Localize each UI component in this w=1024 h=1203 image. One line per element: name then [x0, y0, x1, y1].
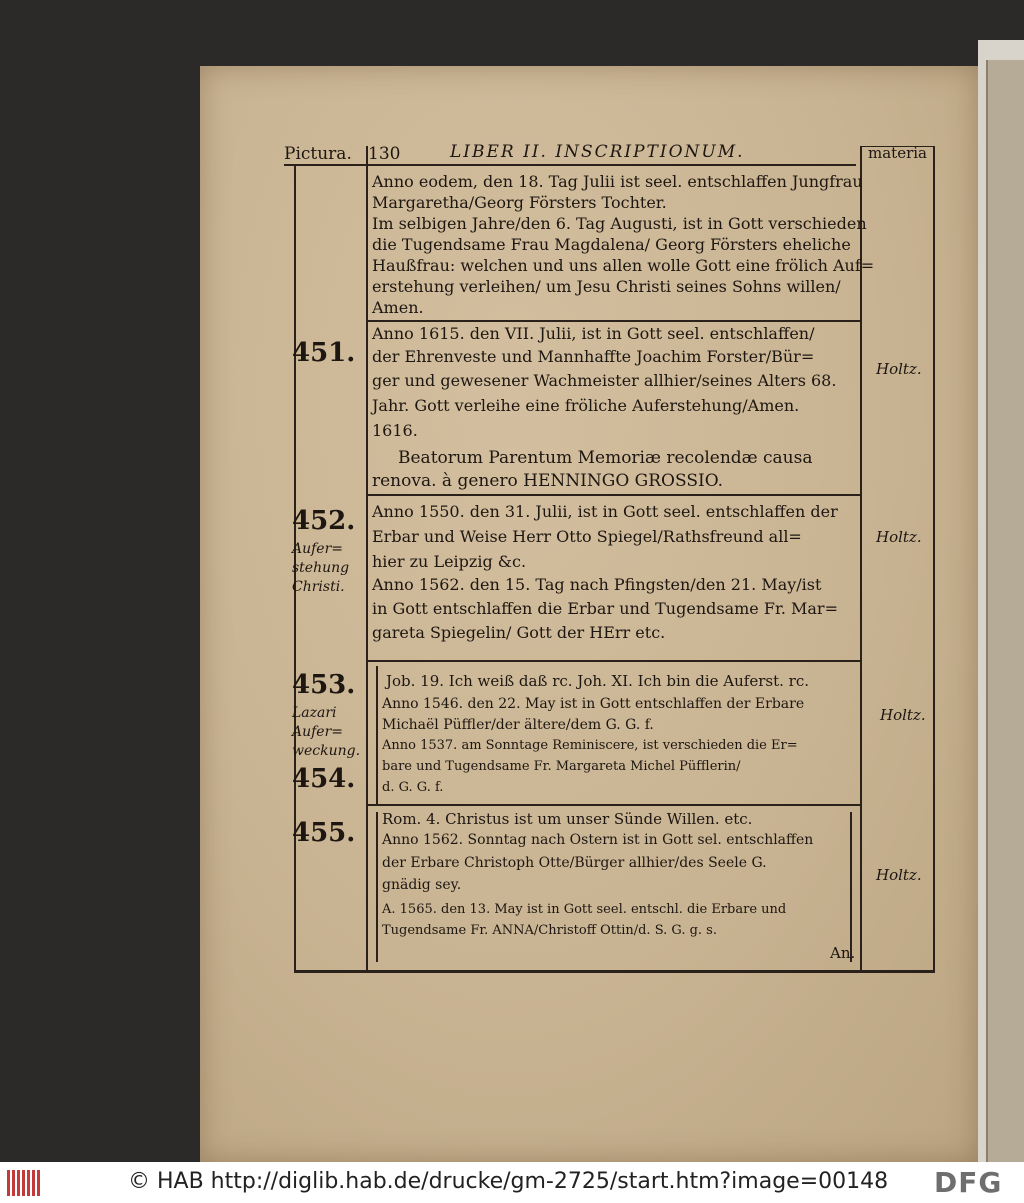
frame-left-inner [366, 146, 368, 972]
entry-line: Haußfrau: welchen und uns allen wolle Gott eine frölich Auf= [372, 256, 875, 275]
entry-number: 455. [292, 818, 356, 848]
separator-451 [368, 320, 860, 322]
side-label-line: weckung. [292, 743, 361, 759]
entry-line: Anno 1546. den 22. May ist in Gott entschlaffen der Erbare [382, 696, 805, 712]
entry-line: Anno 1550. den 31. Julii, ist in Gott seel. entschlaffen der [372, 502, 838, 521]
catchword: An. [830, 944, 856, 962]
entry-line: die Tugendsame Frau Magdalena/ Georg Försters eheliche [372, 235, 851, 254]
footer-bar [0, 1162, 1024, 1203]
inner-box-right-455 [850, 812, 852, 962]
entry-line: bare und Tugendsame Fr. Margareta Michel Püfflerin/ [382, 759, 741, 774]
entry-line: A. 1565. den 13. May ist in Gott seel. entschl. die Erbare und [382, 902, 787, 917]
entry-number: 452. [292, 506, 356, 536]
entry-line: Anno 1537. am Sonntage Reminiscere, ist verschieden die Er= [382, 738, 798, 753]
entry-line: Job. 19. Ich weiß daß rc. Joh. XI. Ich bin die Auferst. rc. [386, 672, 810, 690]
entry-line: Amen. [372, 298, 424, 317]
header-right-column: materia [868, 144, 927, 162]
inner-box-left-453 [376, 666, 378, 804]
entry-line: Anno 1562. Sonntag nach Ostern ist in Gott sel. entschlaffen [382, 832, 814, 848]
inner-box-left-455 [376, 812, 378, 962]
side-label-line: stehung [292, 560, 350, 576]
material-label: Holtz. [880, 706, 926, 724]
entry-line: hier zu Leipzig &c. [372, 552, 527, 571]
frame-top-rule [284, 164, 856, 166]
side-label-line: Christi. [292, 579, 345, 595]
entry-number: 451. [292, 338, 356, 368]
material-label: Holtz. [876, 866, 922, 884]
entry-line: gnädig sey. [382, 877, 462, 893]
entry-line: gareta Spiegelin/ Gott der HErr etc. [372, 623, 666, 642]
side-label-line: Lazari [292, 705, 337, 721]
entry-line: 1616. [372, 421, 418, 440]
entry-line: Rom. 4. Christus ist um unser Sünde Willen. etc. [382, 810, 753, 828]
entry-line: d. G. G. f. [382, 780, 444, 795]
separator-453 [368, 660, 860, 662]
entry-line: Beatorum Parentum Memoriæ recolendæ causa [398, 448, 813, 468]
entry-line: Im selbigen Jahre/den 6. Tag Augusti, ist in Gott verschieden [372, 214, 867, 233]
frame-right-outer [933, 146, 935, 972]
header-left-column: Pictura. [284, 144, 352, 164]
entry-line: Jahr. Gott verleihe eine fröliche Auferstehung/Amen. [372, 396, 800, 415]
entry-line: Erbar und Weise Herr Otto Spiegel/Rathsfreund all= [372, 527, 802, 546]
entry-line: renova. à genero HENNINGO GROSSIO. [372, 471, 724, 491]
entry-line: Anno 1562. den 15. Tag nach Pfingsten/den 21. May/ist [372, 575, 822, 594]
separator-452 [368, 494, 860, 496]
entry-line: in Gott entschlaffen die Erbar und Tugendsame Fr. Mar= [372, 599, 838, 618]
copyright-link[interactable]: © HAB http://diglib.hab.de/drucke/gm-2725/start.htm?image=00148 [128, 1169, 889, 1194]
entry-line: der Erbare Christoph Otte/Bürger allhier/des Seele G. [382, 855, 767, 871]
hab-library-icon [6, 1168, 46, 1198]
frame-bottom-rule [294, 970, 935, 973]
adjacent-page-strip [986, 60, 1024, 1162]
separator-455 [368, 804, 860, 806]
page-number: 130 [368, 144, 401, 164]
entry-number-secondary: 454. [292, 764, 356, 794]
entry-line: Michaël Püffler/der ältere/dem G. G. f. [382, 717, 654, 733]
entry-line: Anno 1615. den VII. Julii, ist in Gott seel. entschlaffen/ [372, 324, 815, 343]
running-title: LIBER II. INSCRIPTIONUM. [450, 142, 745, 162]
side-label-line: Aufer= [292, 541, 344, 557]
entry-number: 453. [292, 670, 356, 700]
entry-line: Margaretha/Georg Försters Tochter. [372, 193, 667, 212]
entry-line: Tugendsame Fr. ANNA/Christoff Ottin/d. S. G. g. s. [382, 923, 717, 938]
entry-line: ger und gewesener Wachmeister allhier/seines Alters 68. [372, 371, 837, 390]
entry-line: der Ehrenveste und Mannhaffte Joachim Forster/Bür= [372, 347, 815, 366]
book-page [200, 66, 978, 1162]
side-label-line: Aufer= [292, 724, 344, 740]
entry-line: erstehung verleihen/ um Jesu Christi seines Sohns willen/ [372, 277, 841, 296]
material-label: Holtz. [876, 360, 922, 378]
entry-line: Anno eodem, den 18. Tag Julii ist seel. entschlaffen Jungfrau [372, 172, 863, 191]
dfg-logo: DFG [934, 1166, 1003, 1199]
material-label: Holtz. [876, 528, 922, 546]
